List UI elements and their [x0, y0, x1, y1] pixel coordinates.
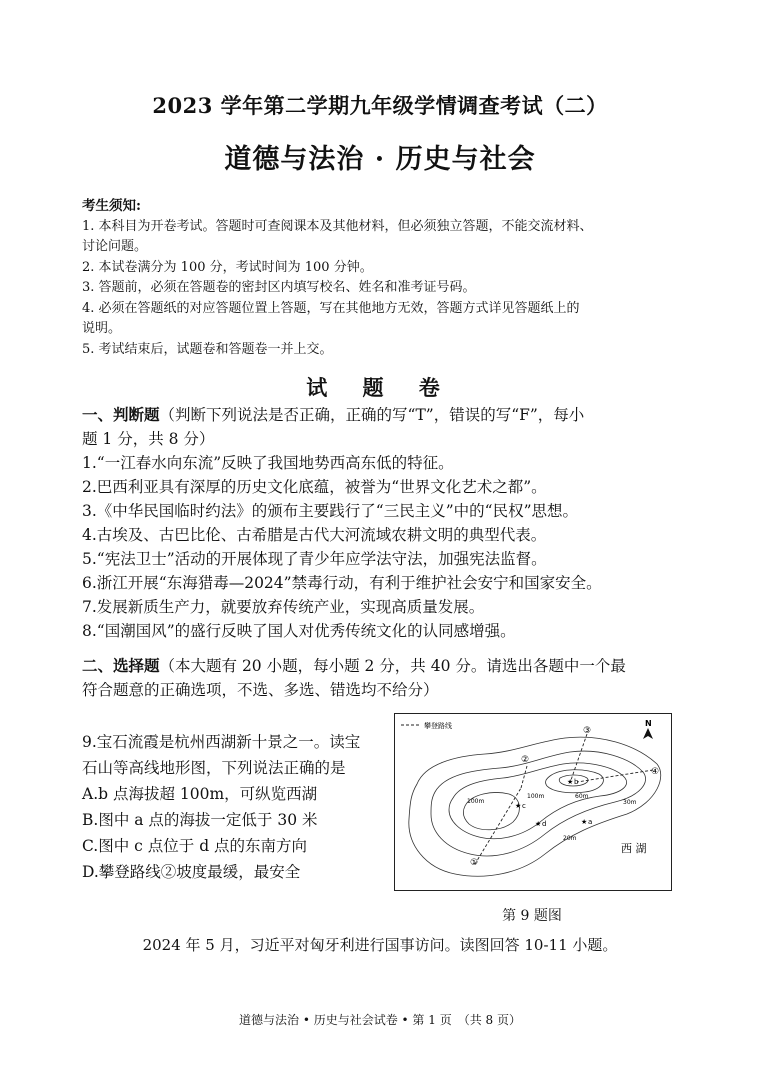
figure-caption: 第 9 题图 — [502, 908, 562, 924]
judgement-item: 5.“宪法卫士”活动的开展体现了青少年应学法守法，加强宪法监督。 — [82, 550, 547, 568]
section-title: 试 题 卷 — [306, 375, 454, 400]
question-lead-10-11: 2024 年 5 月，习近平对匈牙利进行国事访问。读图回答 10-11 小题。 — [142, 936, 618, 954]
option-a: A.b 点海拔超 100m，可纵览西湖 — [82, 785, 318, 803]
notice-item: 讨论问题。 — [82, 239, 148, 254]
option-c: C.图中 c 点位于 d 点的东南方向 — [82, 837, 308, 855]
question-stem: 9.宝石流霞是杭州西湖新十景之一。读宝 — [82, 733, 361, 751]
point-a-label: a — [588, 818, 593, 826]
point-a-star: ★ — [581, 818, 588, 826]
judgement-item: 4.古埃及、古巴比伦、古希腊是古代大河流域农耕文明的典型代表。 — [82, 526, 547, 544]
contour-label-20m: 20m — [563, 835, 577, 842]
route-marker-2: ② — [521, 755, 530, 765]
judgement-instruction-cont: 题 1 分，共 8 分） — [82, 430, 215, 448]
contour-map — [394, 713, 672, 891]
contour-20m — [409, 737, 661, 876]
lake-label: 西 湖 — [621, 842, 647, 855]
page-footer: 道德与法治 • 历史与社会试卷 • 第 1 页 （共 8 页） — [239, 1013, 521, 1027]
point-b-star: ★ — [567, 778, 574, 786]
route-2 — [521, 766, 527, 788]
judgement-item: 3.《中华民国临时约法》的颁布主要践行了“三民主义”中的“民权”思想。 — [82, 502, 578, 520]
contour-label-100m-b: 100m — [527, 793, 545, 800]
legend-label: 攀登路线 — [424, 722, 452, 730]
notice-item: 5. 考试结束后，试题卷和答题卷一并上交。 — [82, 341, 333, 357]
question-9 — [82, 729, 382, 885]
point-d-label: d — [542, 820, 547, 828]
point-d-star: ★ — [535, 820, 542, 828]
judgement-item: 1.“一江春水向东流”反映了我国地势西高东低的特征。 — [82, 454, 454, 472]
route-3 — [571, 734, 587, 780]
judgement-instruction: （判断下列说法是否正确，正确的写“T”，错误的写“F”，每小 — [159, 406, 585, 424]
route-4 — [577, 770, 653, 782]
route-marker-1: ① — [470, 858, 479, 868]
notice-item: 说明。 — [82, 321, 122, 336]
contour-label-100m: 100m — [467, 798, 485, 805]
notice-item: 2. 本试卷满分为 100 分，考试时间为 100 分钟。 — [82, 259, 373, 275]
judgement-heading-line — [82, 403, 682, 427]
judgement-item: 2.巴西利亚具有深厚的历史文化底蕴，被誉为“世界文化艺术之都”。 — [82, 478, 547, 496]
subject-title: 道德与法治 · 历史与社会 — [224, 144, 536, 175]
choice-heading: 二、选择题 — [82, 656, 160, 675]
choice-instruction-cont: 符合题意的正确选项，不选、多选、错选均不给分） — [82, 681, 439, 699]
judgement-item: 8.“国潮国风”的盛行反映了国人对优秀传统文化的认同感增强。 — [82, 622, 516, 640]
judgement-item: 6.浙江开展“东海猎毒—2024”禁毒行动，有利于维护社会安宁和国家安全。 — [82, 574, 602, 592]
contour-30m — [431, 751, 646, 856]
notice-item: 3. 答题前，必须在答题卷的密封区内填写校名、姓名和准考证号码。 — [82, 280, 476, 295]
route-marker-4: ④ — [651, 767, 660, 777]
exam-title: 2023 学年第二学期九年级学情调查考试（二） — [152, 93, 608, 118]
route-marker-3: ③ — [583, 726, 592, 736]
option-b: B.图中 a 点的海拔一定低于 30 米 — [82, 811, 318, 829]
question-stem: 石山等高线地形图，下列说法正确的是 — [82, 759, 346, 777]
choice-heading-line — [82, 654, 682, 678]
north-label: N — [645, 719, 652, 728]
judgement-heading: 一、判断题 — [82, 405, 160, 424]
judgement-item: 7.发展新质生产力，就要放弃传统产业，实现高质量发展。 — [82, 598, 485, 616]
contour-label-30m: 30m — [623, 799, 637, 806]
north-arrow-icon — [643, 728, 653, 739]
contour-label-60m: 60m — [575, 793, 589, 800]
contour-map-svg — [395, 714, 671, 890]
option-d: D.攀登路线②坡度最缓，最安全 — [82, 863, 301, 881]
point-c-star: ★ — [515, 802, 522, 810]
point-c-label: c — [522, 802, 526, 810]
notice-item: 4. 必须在答题纸的对应答题位置上答题，写在其他地方无效，答题方式详见答题纸上的 — [82, 300, 580, 316]
candidate-notice — [82, 196, 682, 360]
notice-item: 1. 本科目为开卷考试。答题时可查阅课本及其他材料，但必须独立答题，不能交流材料、 — [82, 218, 593, 234]
point-b-label: b — [574, 778, 579, 786]
choice-instruction: （本大题有 20 小题，每小题 2 分，共 40 分。请选出各题中一个最 — [159, 657, 626, 675]
judgement-section — [82, 403, 682, 643]
notice-heading: 考生须知: — [82, 198, 141, 214]
choice-section — [82, 654, 682, 702]
